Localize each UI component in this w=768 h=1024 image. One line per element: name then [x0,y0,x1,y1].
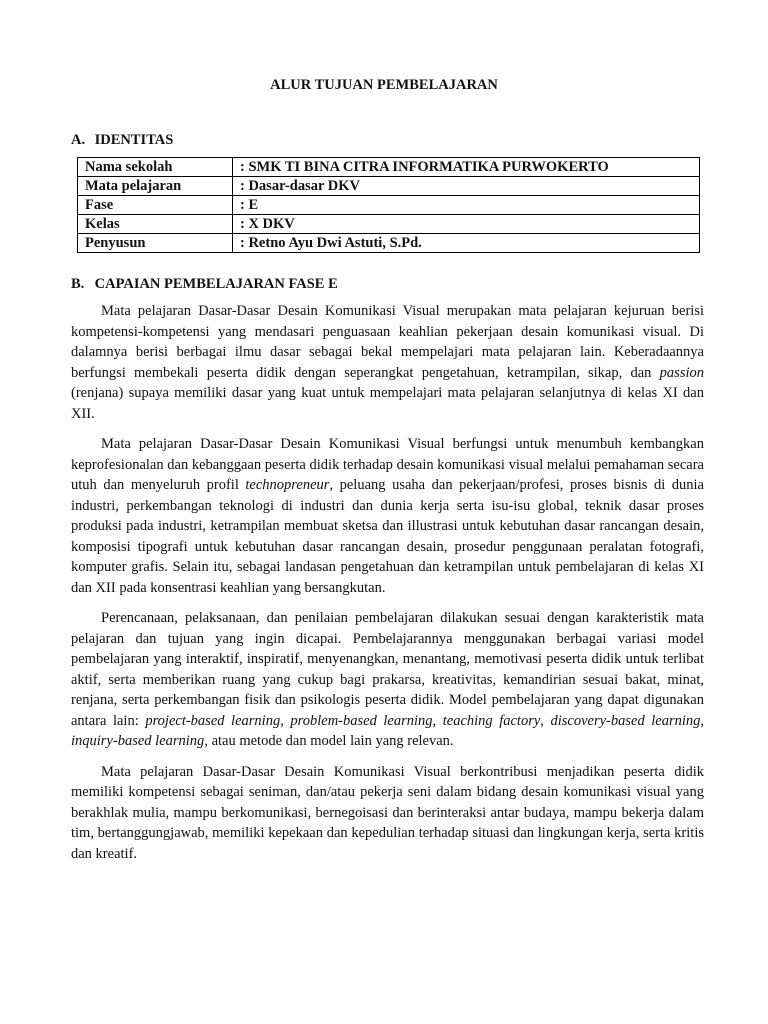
emphasis-term: discovery-based learning [550,712,701,729]
paragraph-4: Mata pelajaran Dasar-Dasar Desain Komunikasi Visual berkontribusi menjadikan peserta didik memiliki kompetensi sebagai seniman, dan/atau pekerja seni dalam bidang desain komunikasi visual yang berakhlak mulia, mampu berkomunikasi, bernegoisasi dan berinteraksi antar budaya, mampu bekerja dalam tim, bertanggungjawab, memiliki kepekaan dan kepedulian terhadap situasi dan lingkungan kerja, serta kritis dan kreatif. [71,763,704,862]
table-row [78,196,700,215]
section-a-number: A. [71,132,86,148]
paragraph-text: , atau metode dan model lain yang relevan. [204,733,454,749]
emphasis-term: passion [659,364,704,381]
paragraph-3 [71,608,704,752]
separator: , [700,712,705,729]
table-row [78,158,700,177]
document-title: ALUR TUJUAN PEMBELAJARAN [270,77,498,93]
table-row [78,234,700,253]
paragraph-text: (renjana) supaya memiliki dasar yang kuat untuk mempelajari mata pelajaran selanjutnya di kelas XI dan XII. [71,385,704,422]
identity-label-phase: Fase [78,196,233,215]
emphasis-term: problem-based learning [290,712,433,729]
section-b-body [71,301,704,874]
separator: , [540,712,551,729]
section-a-heading [71,132,173,149]
section-a-title: IDENTITAS [94,132,174,148]
emphasis-term: teaching factory [442,712,541,729]
identity-table [77,157,700,253]
section-b-heading [71,276,338,293]
table-row [78,215,700,234]
identity-value-subject: : Dasar-dasar DKV [233,177,700,196]
paragraph-text: Perencanaan, pelaksanaan, dan penilaian pembelajaran dilakukan sesuai dengan karakteristik mata pelajaran dan tujuan yang ingin dicapai. Pembelajarannya menggunakan berbagai variasi model pembelajaran yang interaktif, inspiratif, menyenangkan, menantang, memotivasi peserta didik untuk terlibat aktif, serta memberikan ruang yang cukup bagi prakarsa, kreativitas, kemandirian sesuai bakat, minat, renjana, serta perkembangan fisik dan psikologis peserta didik. Model pembelajaran yang dapat digunakan antara lain: [71,610,704,729]
identity-label-author: Penyusun [78,234,233,253]
paragraph-2 [71,434,704,598]
separator: , [432,712,443,729]
identity-label-school: Nama sekolah [78,158,233,177]
emphasis-term: inquiry-based learning [71,733,205,749]
identity-value-school: : SMK TI BINA CITRA INFORMATIKA PURWOKERTO [233,158,700,177]
identity-label-subject: Mata pelajaran [78,177,233,196]
identity-value-author: : Retno Ayu Dwi Astuti, S.Pd. [233,234,700,253]
emphasis-term: technopreneur [245,477,330,493]
paragraph-1 [71,301,704,424]
paragraph-text: , peluang usaha dan pekerjaan/profesi, proses bisnis di dunia industri, perkembangan teknologi di industri dan dunia kerja serta isu-isu global, teknik dasar proses produksi pada industri, ketrampilan membuat sketsa dan illustrasi untuk kebutuhan dasar rancangan desain, komposisi tipografi untuk kebutuhan dasar rancangan desain, prosedur penggunaan peralatan fotografi, komputer grafis. Selain itu, sebagai landasan pengetahuan dan ketrampilan untuk pembelajaran di kelas XI dan XII pada konsentrasi keahlian yang bersangkutan. [71,477,704,596]
table-row [78,177,700,196]
paragraph-text: Mata pelajaran Dasar-Dasar Desain Komunikasi Visual merupakan mata pelajaran kejuruan berisi kompetensi-kompetensi yang mendasari penguasaan keahlian pekerjaan desain komunikasi visual. Di dalamnya berisi berbagai ilmu dasar sebagai bekal mempelajari mata pelajaran lain. Keberadaannya berfungsi membekali peserta didik dengan seperangkat pengetahuan, ketrampilan, sikap, dan [71,303,704,381]
separator: , [280,712,291,729]
emphasis-term: project-based learning [145,712,281,729]
identity-value-phase: : E [233,196,700,215]
identity-label-class: Kelas [78,215,233,234]
section-b-number: B. [71,276,85,292]
section-b-title: CAPAIAN PEMBELAJARAN FASE E [94,276,338,292]
identity-value-class: : X DKV [233,215,700,234]
paragraph-text: Mata pelajaran Dasar-Dasar Desain Komunikasi Visual berfungsi untuk menumbuh kembangkan keprofesionalan dan kebanggaan peserta didik terhadap desain komunikasi visual melalui pemahaman secara utuh dan menyeluruh profil [71,436,704,493]
